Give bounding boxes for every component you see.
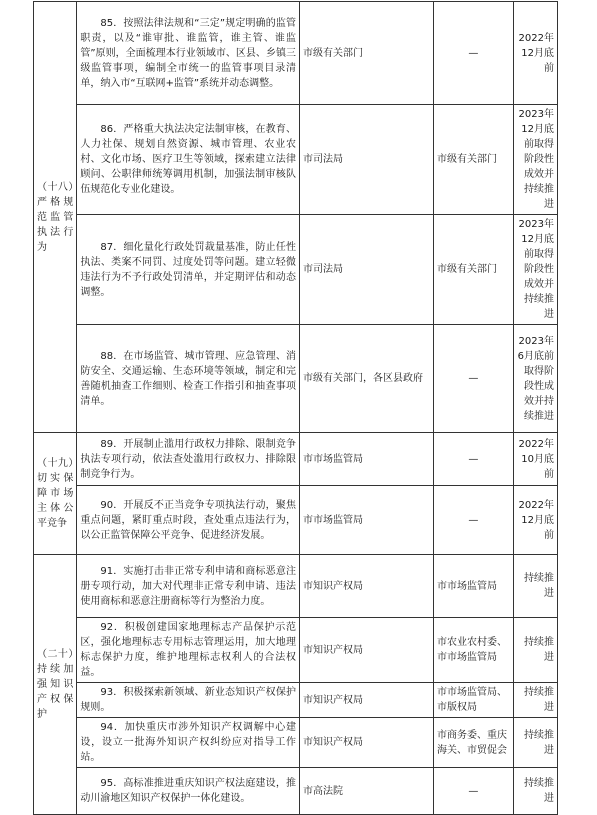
deadline-cell: 2023年6月底前取得阶段性成效并持续推进 [513,325,557,433]
deadline-cell: 2022年10月底前 [513,433,557,486]
task-cell: 94．加快重庆市涉外知识产权调解中心建设，设立一批海外知识产权纠纷应对指导工作站。 [77,718,300,768]
lead-unit-cell: 市知识产权局 [300,718,434,768]
table-row [34,325,558,433]
task-cell: 86．严格重大执法决定法制审核，在教育、人力社保、规划自然资源、城市管理、农业农村、文化市场、医疗卫生等领域，探索建立法律顾问、公职律师统筹调用机制，加强法制审核队伍规范化专业化建设。 [77,105,300,215]
coop-unit-cell: 市商务委、重庆海关、市贸促会 [434,718,514,768]
lead-unit-cell: 市级有关部门，各区县政府 [300,325,434,433]
table-row [34,768,558,815]
task-cell: 87．细化量化行政处罚裁量基准，防止任性执法、类案不同罚、过度处罚等问题。建立轻微违法行为不予行政处罚清单，并定期评估和动态调整。 [77,215,300,325]
table-row [34,433,558,486]
category-cell: （二十）持续加强知识产权保护 [34,555,77,815]
table-row [34,618,558,683]
lead-unit-cell: 市市场监管局 [300,433,434,486]
deadline-cell: 持续推进 [513,618,557,683]
deadline-cell: 持续推进 [513,718,557,768]
lead-unit-cell: 市知识产权局 [300,618,434,683]
lead-unit-cell: 市司法局 [300,215,434,325]
deadline-cell: 2022年12月底前 [513,486,557,555]
coop-unit-cell: — [434,433,514,486]
task-cell: 89．开展制止滥用行政权力排除、限制竞争执法专项行动，依法查处滥用行政权力、排除限制竞争行为。 [77,433,300,486]
task-cell: 88．在市场监管、城市管理、应急管理、消防安全、交通运输、生态环境等领域，制定和完善随机抽查工作细则、检查工作指引和抽查事项清单。 [77,325,300,433]
task-table [33,1,558,815]
deadline-cell: 持续推进 [513,683,557,718]
task-cell: 85．按照法律法规和“三定”规定明确的监管职责，以及“谁审批、谁监管，谁主管、谁监管”原则，全面梳理本行业领域市、区县、乡镇三级监管事项，编制全市统一的监管事项目录清单，纳入市“互联网+监管”系统并动态调整。 [77,2,300,105]
table-row [34,105,558,215]
coop-unit-cell: 市级有关部门 [434,105,514,215]
task-cell: 93．积极探索新领域、新业态知识产权保护规则。 [77,683,300,718]
lead-unit-cell: 市司法局 [300,105,434,215]
task-cell: 95．高标准推进重庆知识产权法庭建设，推动川渝地区知识产权保护一体化建设。 [77,768,300,815]
table-row [34,215,558,325]
table-row [34,555,558,618]
deadline-cell: 2023年12月底前取得阶段性成效并持续推进 [513,105,557,215]
coop-unit-cell: 市市场监管局 [434,555,514,618]
coop-unit-cell: 市农业农村委、市市场监管局 [434,618,514,683]
coop-unit-cell: — [434,2,514,105]
deadline-cell: 2022年12月底前 [513,2,557,105]
coop-unit-cell: 市级有关部门 [434,215,514,325]
lead-unit-cell: 市级有关部门 [300,2,434,105]
task-cell: 92．积极创建国家地理标志产品保护示范区，强化地理标志专用标志管理运用，加大地理标志保护力度，维护地理标志权利人的合法权益。 [77,618,300,683]
table-row [34,718,558,768]
deadline-cell: 持续推进 [513,768,557,815]
lead-unit-cell: 市高法院 [300,768,434,815]
deadline-cell: 2023年12月底前取得阶段性成效并持续推进 [513,215,557,325]
coop-unit-cell: — [434,768,514,815]
table-row [34,683,558,718]
category-cell: （十九）切实保障市场主体公平竞争 [34,433,77,555]
lead-unit-cell: 市知识产权局 [300,683,434,718]
lead-unit-cell: 市市场监管局 [300,486,434,555]
task-cell: 91．实施打击非正常专利申请和商标恶意注册专项行动，加大对代理非正常专利申请、违法使用商标和恶意注册商标等行为整治力度。 [77,555,300,618]
lead-unit-cell: 市知识产权局 [300,555,434,618]
coop-unit-cell: 市市场监管局、市版权局 [434,683,514,718]
category-cell: （十八）严格规范监管执法行为 [34,2,77,433]
task-cell: 90．开展反不正当竞争专项执法行动，聚焦重点问题，紧盯重点时段，查处重点违法行为，以公正监管保障公平竞争、促进经济发展。 [77,486,300,555]
deadline-cell: 持续推进 [513,555,557,618]
coop-unit-cell: — [434,486,514,555]
table-row [34,2,558,105]
table-row [34,486,558,555]
coop-unit-cell: — [434,325,514,433]
